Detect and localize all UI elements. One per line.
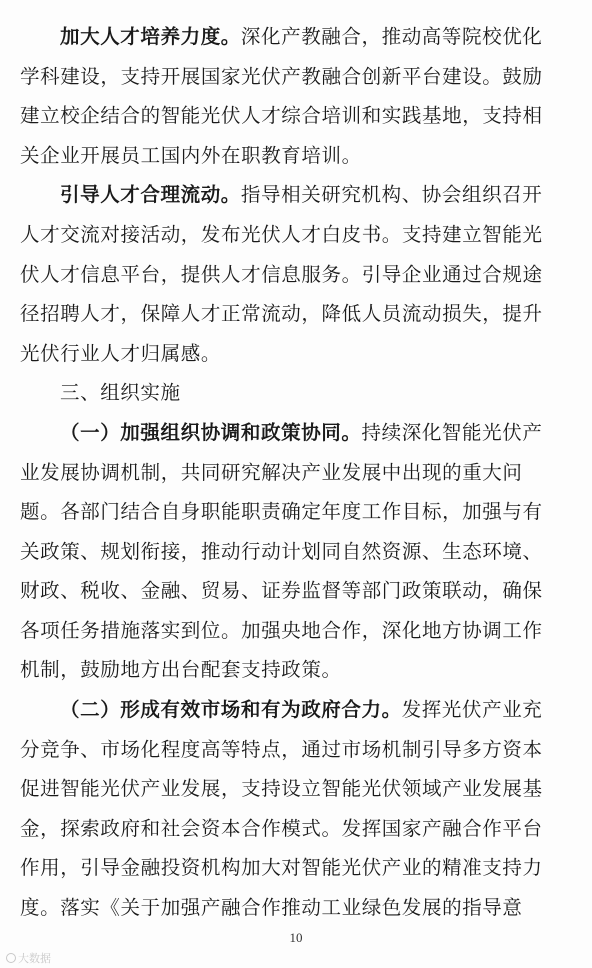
paragraph-2-line-4: 径招聘人才，保障人才正常流动，降低人员流动损失，提升 <box>20 302 543 325</box>
paragraph-3-line-4: 关政策、规划衔接，推动行动计划同自然资源、生态环境、 <box>20 540 543 563</box>
watermark-text: 大数据 <box>18 952 51 965</box>
paragraph-3-heading: （一）加强组织协调和政策协同。 <box>60 421 362 444</box>
paragraph-3-line-7: 机制，鼓励地方出台配套支持政策。 <box>20 658 342 681</box>
watermark-logo-icon <box>6 953 16 963</box>
paragraph-2-line-1: 引导人才合理流动。指导相关研究机构、协会组织召开 <box>60 183 543 206</box>
watermark <box>6 950 51 966</box>
paragraph-3-line-6: 各项任务措施落实到位。加强央地合作，深化地方协调工作 <box>20 619 543 642</box>
paragraph-4-line-2: 分竞争、市场化程度高等特点，通过市场机制引导多方资本 <box>20 738 543 761</box>
paragraph-2-heading: 引导人才合理流动。 <box>60 183 241 206</box>
page-number: 10 <box>289 930 303 945</box>
paragraph-1-line-1: 加大人才培养力度。深化产教融合，推动高等院校优化 <box>60 25 543 48</box>
paragraph-1-line-2: 学科建设，支持开展国家光伏产教融合创新平台建设。鼓励 <box>20 65 543 88</box>
paragraph-3-line-5: 财政、税收、金融、贸易、证券监督等部门政策联动，确保 <box>20 579 543 602</box>
paragraph-1-line-3: 建立校企结合的智能光伏人才综合培训和实践基地，支持相 <box>20 104 543 127</box>
paragraph-4-line-3: 促进智能光伏产业发展，支持设立智能光伏领域产业发展基 <box>20 777 543 800</box>
paragraph-4-line-4: 金，探索政府和社会资本合作模式。发挥国家产融合作平台 <box>20 817 543 840</box>
paragraph-2-line-3: 伏人才信息平台，提供人才信息服务。引导企业通过合规途 <box>20 263 543 286</box>
paragraph-4-line-6: 度。落实《关于加强产融合作推动工业绿色发展的指导意 <box>20 896 523 919</box>
paragraph-3-line-1: （一）加强组织协调和政策协同。持续深化智能光伏产 <box>60 421 543 444</box>
paragraph-2-line-2: 人才交流对接活动，发布光伏人才白皮书。支持建立智能光 <box>20 223 543 246</box>
section-heading: 三、组织实施 <box>60 381 181 404</box>
paragraph-1-line-4: 关企业开展员工国内外在职教育培训。 <box>20 144 362 167</box>
paragraph-4-heading: （二）形成有效市场和有为政府合力。 <box>60 698 402 721</box>
paragraph-1-heading: 加大人才培养力度。 <box>60 25 241 48</box>
paragraph-4-line-1: （二）形成有效市场和有为政府合力。发挥光伏产业充 <box>60 698 543 721</box>
paragraph-4-line-5: 作用，引导金融投资机构加大对智能光伏产业的精准支持力 <box>20 856 543 879</box>
paragraph-3-line-3: 题。各部门结合自身职能职责确定年度工作目标，加强与有 <box>20 500 543 523</box>
paragraph-2-line-5: 光伏行业人才归属感。 <box>20 342 222 365</box>
paragraph-3-line-2: 业发展协调机制，共同研究解决产业发展中出现的重大问 <box>20 461 523 484</box>
